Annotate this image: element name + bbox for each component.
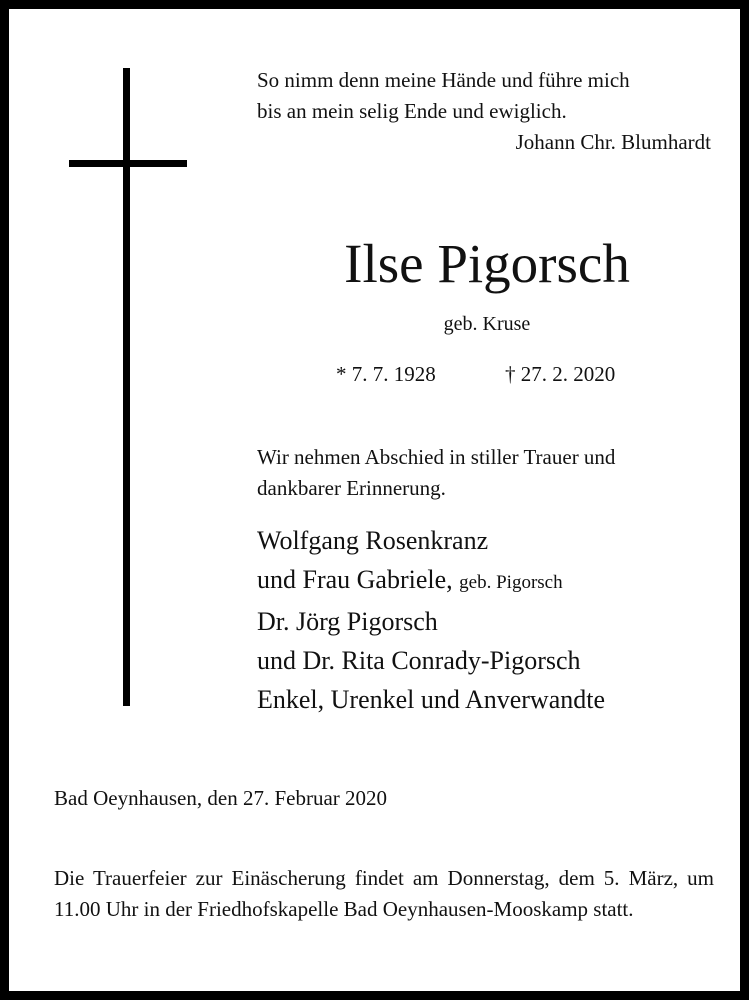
family-member-2-name: und Frau Gabriele, — [257, 565, 453, 594]
death-date: † 27. 2. 2020 — [505, 362, 616, 386]
quote-line-1: So nimm denn meine Hände und führe mich — [257, 68, 630, 92]
quote-author: Johann Chr. Blumhardt — [515, 130, 711, 154]
family-member-3: Dr. Jörg Pigorsch — [257, 607, 438, 636]
maiden-name: geb. Kruse — [443, 313, 531, 335]
farewell-line-1: Wir nehmen Abschied in stiller Trauer und — [257, 445, 616, 469]
family-relatives: Enkel, Urenkel und Anverwandte — [257, 685, 606, 714]
bible-quote — [257, 65, 717, 158]
funeral-service-info: Die Trauerfeier zur Einäscherung findet am Donnerstag, dem 5. März, um 11.00 Uhr in der Friedhofskapelle Bad Oeynhausen-Mooskamp statt. — [54, 866, 714, 921]
deceased-name: Ilse Pigorsch — [344, 233, 630, 294]
family-member-2-maiden: geb. Pigorsch — [459, 572, 563, 593]
farewell-line-2: dankbarer Erinnerung. — [257, 476, 446, 500]
family-list — [257, 521, 727, 719]
quote-line-2: bis an mein selig Ende und ewiglich. — [257, 99, 567, 123]
birth-date: * 7. 7. 1928 — [336, 362, 436, 386]
family-member-1: Wolfgang Rosenkranz — [257, 526, 489, 555]
farewell-text — [257, 442, 727, 504]
place-and-date: Bad Oeynhausen, den 27. Februar 2020 — [54, 786, 388, 810]
family-member-2 — [257, 560, 727, 602]
family-member-4: und Dr. Rita Conrady-Pigorsch — [257, 646, 581, 675]
cross-horizontal-bar — [69, 160, 187, 167]
